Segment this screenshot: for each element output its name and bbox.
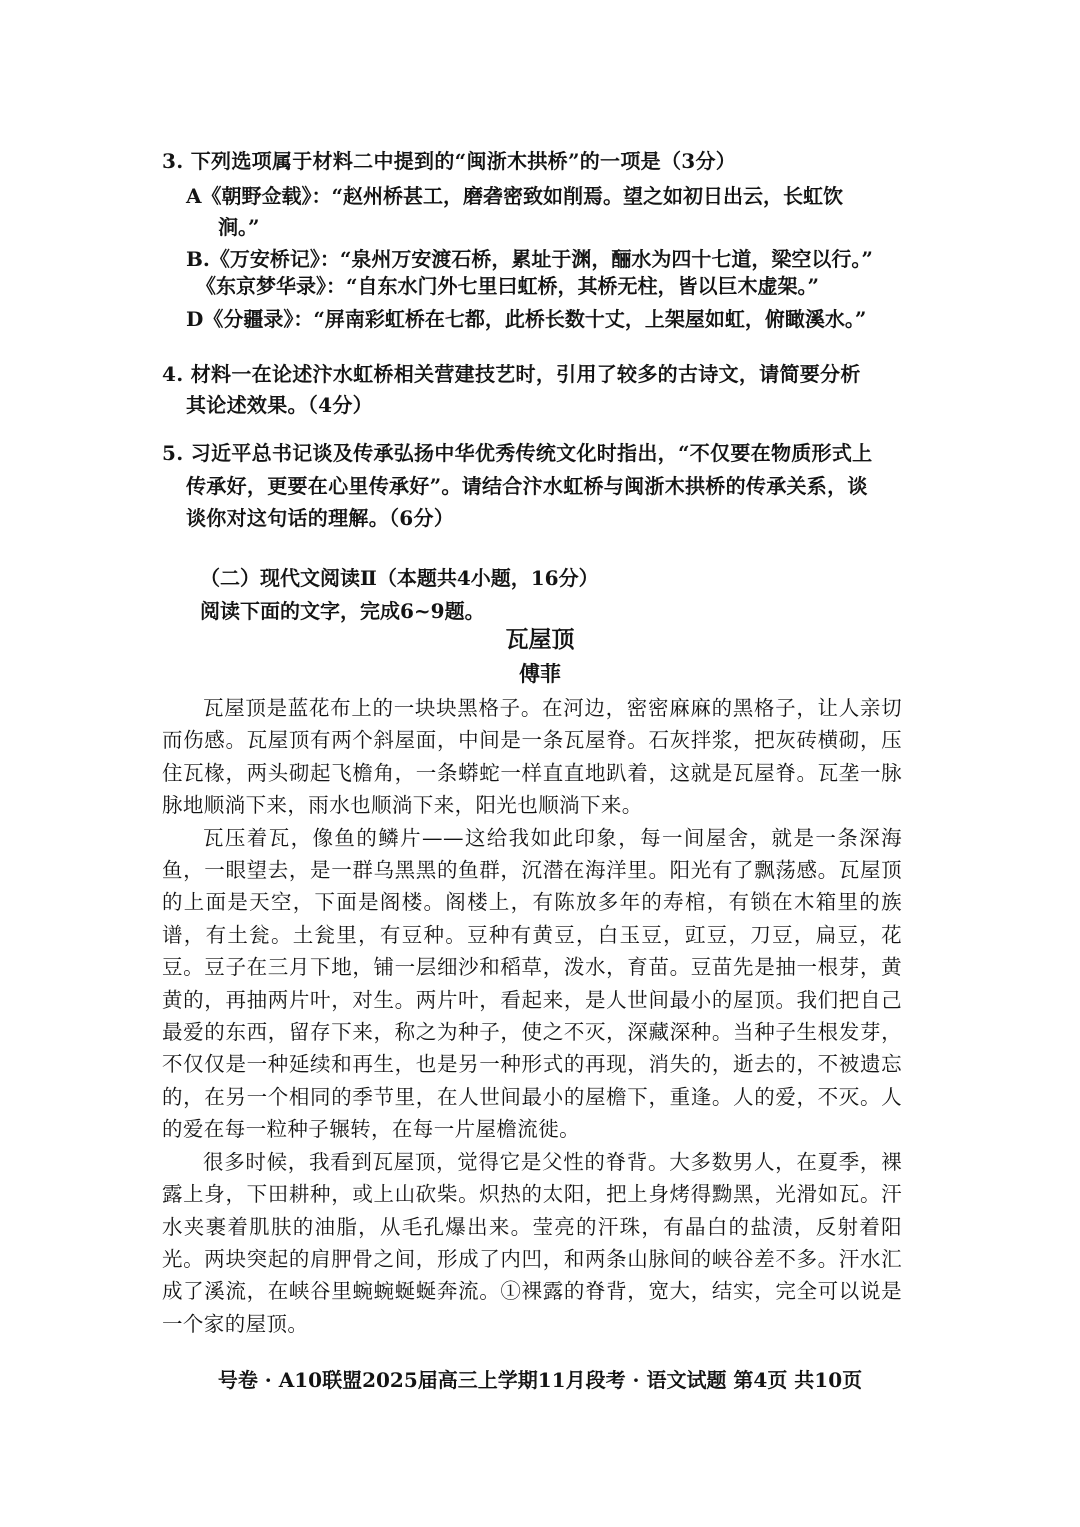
article-paragraph-1: 瓦屋顶是蓝花布上的一块块黑格子。在河边，密密麻麻的黑格子，让人亲切而伤感。瓦屋顶有两个斜屋面，中间是一条瓦屋脊。石灰拌浆，把灰砖横砌，压住瓦椽，两头砌起飞檐角，一条蟒蛇一样直直地趴着，这就是瓦屋脊。瓦垄一脉脉地顺淌下来，雨水也顺淌下来，阳光也顺淌下来。 xyxy=(162,696,902,818)
question-4-line-1: 4. 材料一在论述汴水虹桥相关营建技艺时，引用了较多的古诗文，请简要分析 xyxy=(162,362,861,386)
section-heading: （二）现代文阅读Ⅱ（本题共4小题，16分） xyxy=(200,566,599,590)
article-paragraph-3: 很多时候，我看到瓦屋顶，觉得它是父性的脊背。大多数男人，在夏季，裸露上身，下田耕种，或上山砍柴。炽热的太阳，把上身烤得黝黑，光滑如瓦。汗水夹裹着肌肤的油脂，从毛孔爆出来。莹亮的汗珠，有晶白的盐渍，反射着阳光。两块突起的肩胛骨之间，形成了内凹，和两条山脉间的峡谷差不多。汗水汇成了溪流，在峡谷里蜿蜿蜒蜒奔流。①裸露的脊背，宽大，结实，完全可以说是一个家的屋顶。 xyxy=(162,1149,902,1336)
question-5-line-2: 传承好，更要在心里传承好”。请结合汴水虹桥与闽浙木拱桥的传承关系，谈 xyxy=(186,474,868,498)
page-footer: 号卷 · A10联盟2025届高三上学期11月段考 · 语文试题 第4页 共10页 xyxy=(217,1368,863,1392)
question-3-option-d: D《分疆录》：“屏南彩虹桥在七都，此桥长数十丈，上架屋如虹，俯瞰溪水。” xyxy=(186,307,867,331)
question-3-option-b: B.《万安桥记》：“泉州万安渡石桥，累址于渊，酾水为四十七道，梁空以行。” xyxy=(186,247,873,271)
article-paragraph-2: 瓦压着瓦，像鱼的鳞片——这给我如此印象，每一间屋舍，就是一条深海鱼，一眼望去，是一群乌黑黑的鱼群，沉潜在海洋里。阳光有了飘荡感。瓦屋顶的上面是天空，下面是阁楼。阁楼上，有陈放多年的寿棺，有锁在木箱里的族谱，有土瓮。土瓮里，有豆种。豆种有黄豆，白玉豆，豇豆，刀豆，扁豆，花豆。豆子在三月下地，铺一层细沙和稻草，泼水，育苗。豆苗先是抽一根芽，黄黄的，再抽两片叶，对生。两片叶，看起来，是人世间最小的屋顶。我们把自己最爱的东西，留存下来，称之为种子，使之不灭，深藏深种。当种子生根发芽，不仅仅是一种延续和再生，也是另一种形式的再现，消失的，逝去的，不被遗忘的，在另一个相同的季节里，在人世间最小的屋檐下，重逢。人的爱，不灭。人的爱在每一粒种子辗转，在每一片屋檐流徙。 xyxy=(162,825,902,1142)
question-3-option-a-cont: 涧。” xyxy=(218,215,260,239)
question-4-line-2: 其论述效果。（4分） xyxy=(186,393,373,417)
article-author: 傅菲 xyxy=(519,661,561,686)
question-3-option-c: 《东京梦华录》：“自东水门外七里曰虹桥，其桥无柱，皆以巨木虚架。” xyxy=(196,274,820,298)
section-instruction: 阅读下面的文字，完成6~9题。 xyxy=(200,599,485,623)
question-5-line-1: 5. 习近平总书记谈及传承弘扬中华优秀传统文化时指出，“不仅要在物质形式上 xyxy=(162,441,873,465)
article-body xyxy=(162,692,902,1340)
question-3-stem: 3. 下列选项属于材料二中提到的“闽浙木拱桥”的一项是（3分） xyxy=(162,149,737,173)
question-5-line-3: 谈你对这句话的理解。（6分） xyxy=(186,506,455,530)
question-3-option-a: A《朝野佥载》：“赵州桥甚工，磨砻密致如削焉。望之如初日出云，长虹饮 xyxy=(186,184,844,208)
article-title: 瓦屋顶 xyxy=(505,626,575,653)
